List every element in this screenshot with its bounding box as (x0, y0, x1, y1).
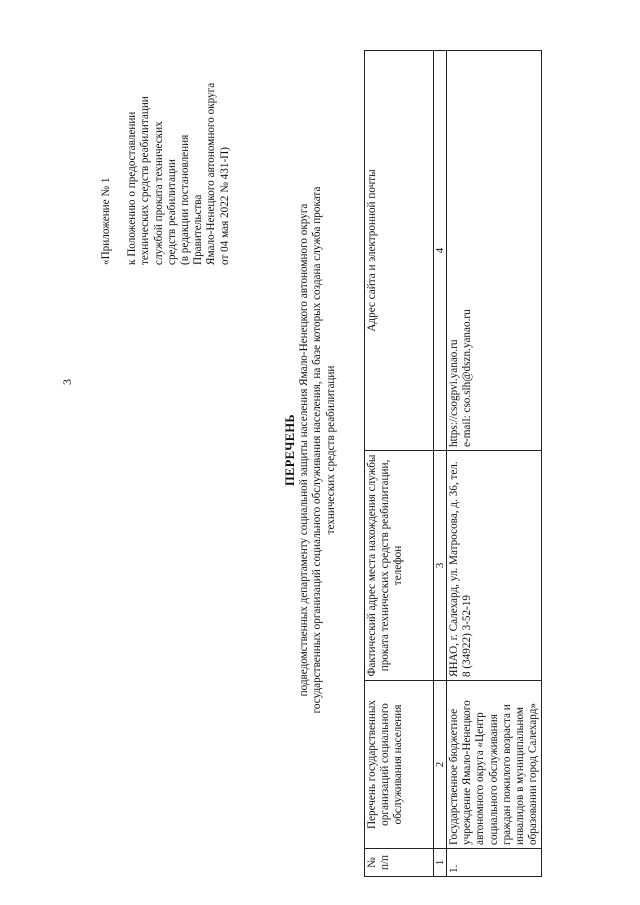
row-organization: Государственное бюджетное учреждение Ямало-Ненецкого автономного округа «Центр социального обслуживания граждан пожилого возраста и инвалидов в муниципальном образовании город Салехард» (447, 681, 542, 849)
header-cell-organization: Перечень государственных организаций социального обслуживания населения (365, 681, 434, 849)
appendix-line: технических средств реабилитации (139, 96, 152, 265)
column-number: 1 (434, 849, 447, 877)
table-row (447, 51, 542, 877)
row-site-link[interactable]: https://csogpvi.yanao.ru (448, 339, 460, 447)
organizations-table (364, 50, 542, 877)
row-email[interactable]: e-mail: cso.slh@dszn.yanao.ru (461, 309, 474, 447)
appendix-line: (в редакции постановления Правительства (179, 134, 205, 265)
appendix-line: от 04 мая 2022 № 431-П) (218, 147, 231, 265)
title-line: технических средств реабилитации (324, 365, 337, 535)
title-line: подведомственных департаменту социальной защиты населения Ямало-Ненецкого автономного округа (298, 203, 310, 697)
row-address: ЯНАО, г. Салехард, ул. Матросова, д. 36, тел. 8 (34922) 3-52-19 (447, 451, 542, 681)
document-title (283, 55, 338, 845)
row-number: 1. (447, 849, 542, 877)
appendix-line: службой проката технических (152, 121, 165, 265)
appendix-block (100, 65, 232, 265)
header-cell-site: Адрес сайта и электронной почты (365, 51, 434, 451)
column-number: 3 (434, 451, 447, 681)
row-site-email (447, 51, 542, 451)
appendix-line: Ямало-Ненецкого автономного округа (205, 82, 218, 265)
title-line: государственных организаций социального обслуживания населения, на базе которых создана служба проката (311, 186, 324, 714)
column-number-row (434, 51, 447, 877)
table-header-row (365, 51, 434, 877)
header-cell-number: № п/п (365, 849, 434, 877)
appendix-line: средств реабилитации (165, 159, 178, 265)
column-number: 4 (434, 51, 447, 451)
page-number: 3 (60, 379, 74, 385)
appendix-line: к Положению о предоставлении (126, 111, 139, 265)
column-number: 2 (434, 681, 447, 849)
title-heading: ПЕРЕЧЕНЬ (283, 414, 297, 486)
header-cell-address: Фактический адрес места нахождения службы проката технических средств реабилитации, телефон (365, 451, 434, 681)
appendix-title: «Приложение № 1 (100, 177, 112, 265)
